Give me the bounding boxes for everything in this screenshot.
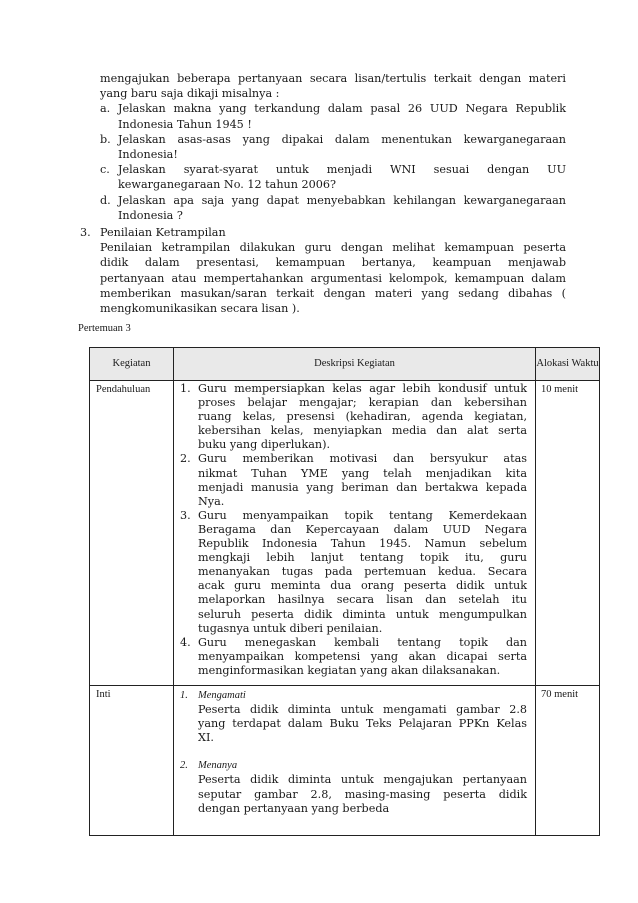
item-line: tugasnya untuk diberi penilaian. [198,621,383,635]
item-line: Republik Indonesia Tahun 1945. Namun sebelum [198,537,527,551]
question-item [100,132,566,162]
deskripsi-cell [174,686,536,836]
section-line: memberikan masukan/saran terkait dengan materi yang sedang dibahas ( [100,286,566,300]
deskripsi-cell [174,381,536,686]
item-line: Guru menegaskan kembali tentang topik dan [198,635,527,649]
alokasi-cell: 10 menit [536,381,600,686]
kegiatan-cell: Pendahuluan [90,381,174,686]
list-item [180,759,527,815]
question-item [100,162,566,192]
item-line: buku yang diperlukan). [198,438,331,452]
item-number: 1. [180,690,188,701]
item-line: menjadi manusia yang beriman dan bertakwa kepada [198,480,527,494]
item-line: Peserta didik diminta untuk mengajukan pertanyaan [198,773,527,787]
item-line: Beragama dan Kepercayaan dalam UUD Negara [198,522,527,536]
question-item [100,193,566,223]
item-number: 2. [180,760,188,772]
item-line: seputar gambar 2.8, masing-masing peserta didik [198,787,527,801]
list-item [180,689,527,745]
item-line: Guru memberikan motivasi dan bersyukur atas [198,452,527,466]
item-line: kebersihan kelas, menyiapkan media dan alat serta [198,424,527,438]
item-line: nikmat Tuhan YME yang telah menjadikan kita [198,466,527,480]
section-line: pertanyaan atau mempertahankan argumentasi kelompok, kemampuan dalam [100,271,566,285]
item-line: Peserta didik diminta untuk mengamati gambar 2.8 [198,703,527,717]
item-line: dengan pertanyaan yang berbeda [198,801,390,815]
section-3 [80,225,566,316]
item-line: menyampaikan kompetensi yang akan dicapai serta [198,649,527,663]
intro-lead-line: mengajukan beberapa pertanyaan secara lisan/tertulis terkait dengan materi [100,72,566,85]
list-item [180,382,527,452]
section-line: didik dalam presentasi, kemampuan bertanya, keampuan menjawab [100,256,566,270]
item-line: acak guru meminta dua orang peserta didik untuk [198,579,527,593]
question-line: Indonesia ? [118,208,183,222]
section-title: Penilaian Ketrampilan [100,226,226,239]
intro-lead-line: yang baru saja dikaji misalnya : [100,87,280,101]
item-line: seluruh peserta didik diminta untuk mengumpulkan [198,607,527,621]
item-line: yang terdapat dalam Buku Teks Pelajaran PPKn Kelas [198,717,527,731]
item-heading: Mengamati [198,690,246,701]
table-row [90,686,600,836]
item-line: melaporkan hasilnya secara lisan dan setelah itu [198,593,527,607]
list-item [180,636,527,678]
question-label: c. [100,163,110,177]
header-alokasi: Alokasi Waktu [536,348,600,381]
item-line: XI. [198,731,214,745]
question-line: kewarganegaraan No. 12 tahun 2006? [118,178,336,192]
item-number: 3. [180,508,191,522]
item-line: menginformasikan kegiatan yang akan dilaksanakan. [198,663,501,677]
header-deskripsi: Deskripsi Kegiatan [174,348,536,381]
question-label: a. [100,102,111,116]
activity-table [89,347,600,836]
section-line: Penilaian ketrampilan dilakukan guru dengan melihat kemampuan peserta [100,241,566,255]
question-line: Jelaskan apa saja yang dapat menyebabkan kehilangan kewarganegaraan [118,193,566,207]
item-number: 2. [180,452,191,466]
question-label: d. [100,193,111,207]
item-line: Nya. [198,494,225,508]
list-item [180,452,527,508]
item-line: Guru menyampaikan topik tentang Kemerdekaan [198,508,527,522]
question-line: Jelaskan asas-asas yang dipakai dalam menentukan kewarganegaraan [118,132,566,146]
table-row [90,381,600,686]
item-number: 4. [180,635,191,649]
intro-paragraph [100,71,566,223]
item-heading: Menanya [198,760,238,772]
section-line: mengkomunikasikan secara lisan ). [100,302,300,316]
list-item [180,509,527,636]
question-line: Indonesia! [118,148,178,162]
header-kegiatan: Kegiatan [90,348,174,381]
item-line: Guru mempersiapkan kelas agar lebih kondusif untuk [198,382,527,395]
table-header-row [90,348,600,381]
question-line: Jelaskan syarat-syarat untuk menjadi WNI sesuai dengan UU [118,163,566,177]
question-line: Indonesia Tahun 1945 ! [118,117,252,131]
item-line: mengkaji lebih lanjut tentang topik itu, guru [198,551,527,565]
question-label: b. [100,132,111,146]
kegiatan-cell: Inti [90,686,174,836]
item-line: menanyakan tugas pada pertemuan kedua. Secara [198,565,527,579]
item-line: ruang kelas, presensi (kehadiran, agenda kegiatan, [198,410,527,424]
question-item [100,101,566,131]
question-line: Jelaskan makna yang terkandung dalam pasal 26 UUD Negara Republik [118,102,566,116]
section-number: 3. [80,226,91,239]
item-number: 1. [180,382,191,395]
pertemuan-label: Pertemuan 3 [78,323,131,334]
item-line: proses belajar mengajar; kerapian dan kebersihan [198,396,527,410]
alokasi-cell: 70 menit [536,686,600,836]
